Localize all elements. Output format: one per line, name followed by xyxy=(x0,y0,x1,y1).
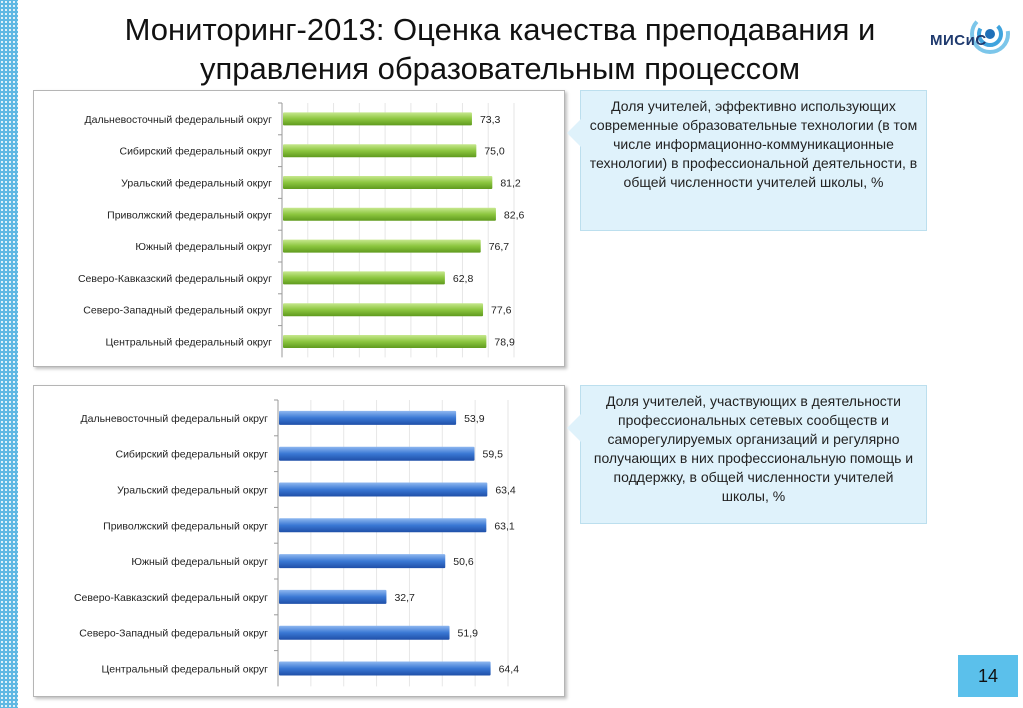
chart-ict-usage-svg xyxy=(34,91,564,366)
value-label: 59,5 xyxy=(482,448,503,461)
category-label: Сибирский федеральный округ xyxy=(119,145,272,158)
category-label: Дальневосточный федеральный округ xyxy=(84,113,272,126)
category-label: Центральный федеральный округ xyxy=(105,336,272,349)
value-label: 32,7 xyxy=(394,591,415,604)
value-label: 62,8 xyxy=(452,272,474,285)
bar xyxy=(283,335,486,348)
bar xyxy=(283,112,472,125)
page-title-line2: управления образовательным процессом xyxy=(199,51,801,86)
value-label: 77,6 xyxy=(491,304,512,317)
callout-pointer xyxy=(567,119,581,147)
value-label: 64,4 xyxy=(498,663,520,676)
bar xyxy=(279,590,386,604)
value-label: 63,4 xyxy=(495,484,516,497)
bar xyxy=(283,303,483,316)
category-label: Северо-Кавказский федеральный округ xyxy=(77,272,272,285)
value-label: 51,9 xyxy=(457,627,478,640)
chart-network-participation xyxy=(33,385,565,697)
page-title-line1: Мониторинг-2013: Оценка качества преподавания и xyxy=(124,12,876,47)
category-label: Северо-Кавказский федеральный округ xyxy=(73,591,268,604)
category-label: Приволжский федеральный округ xyxy=(103,520,268,533)
value-label: 73,3 xyxy=(479,113,501,126)
category-label: Сибирский федеральный округ xyxy=(115,448,268,461)
chart-ict-usage xyxy=(33,90,565,367)
bar xyxy=(279,518,486,532)
bar xyxy=(283,144,476,157)
category-label: Центральный федеральный округ xyxy=(101,663,268,676)
category-label: Дальневосточный федеральный округ xyxy=(80,412,268,425)
value-label: 75,0 xyxy=(484,145,505,158)
bar xyxy=(283,176,492,189)
category-label: Уральский федеральный округ xyxy=(117,484,268,497)
category-label: Северо-Западный федеральный округ xyxy=(83,304,272,317)
value-label: 82,6 xyxy=(503,209,525,222)
callout-ict-description xyxy=(580,90,927,231)
logo-text: МИСиС xyxy=(930,32,987,49)
chart-network-participation-svg xyxy=(34,386,564,696)
bar xyxy=(279,626,450,640)
value-label: 63,1 xyxy=(494,520,515,533)
callout-text: Доля учителей, эффективно использующих современные образовательные технологии (в том числе информационно-коммуникационные технологии) в профессиональной деятельности, в общей численности учителей школы, % xyxy=(589,98,918,190)
value-label: 81,2 xyxy=(500,177,521,190)
category-label: Южный федеральный округ xyxy=(135,241,272,254)
category-label: Северо-Западный федеральный округ xyxy=(79,627,268,640)
bar xyxy=(279,483,487,497)
value-label: 50,6 xyxy=(453,556,474,569)
value-label: 76,7 xyxy=(488,241,510,254)
bar xyxy=(283,240,481,253)
misis-logo xyxy=(930,10,1010,60)
bar xyxy=(279,411,456,425)
value-label: 78,9 xyxy=(494,336,515,349)
value-label: 53,9 xyxy=(464,412,485,425)
callout-text: Доля учителей, участвующих в деятельности профессиональных сетевых сообществ и саморегулируемых организаций и регулярно получающих в них профессиональную помощь и поддержку, в общей численности учителей школы, % xyxy=(593,393,914,504)
bar xyxy=(283,271,445,284)
bar xyxy=(279,554,445,568)
callout-network-description xyxy=(580,385,927,524)
callout-pointer xyxy=(567,414,581,442)
page-title xyxy=(60,10,940,88)
decorative-side-strip xyxy=(0,0,18,708)
category-label: Приволжский федеральный округ xyxy=(107,209,272,222)
page-number: 14 xyxy=(958,655,1018,697)
category-label: Уральский федеральный округ xyxy=(121,177,272,190)
bar xyxy=(279,447,475,461)
bar xyxy=(279,662,491,676)
category-label: Южный федеральный округ xyxy=(131,556,268,569)
bar xyxy=(283,208,496,221)
